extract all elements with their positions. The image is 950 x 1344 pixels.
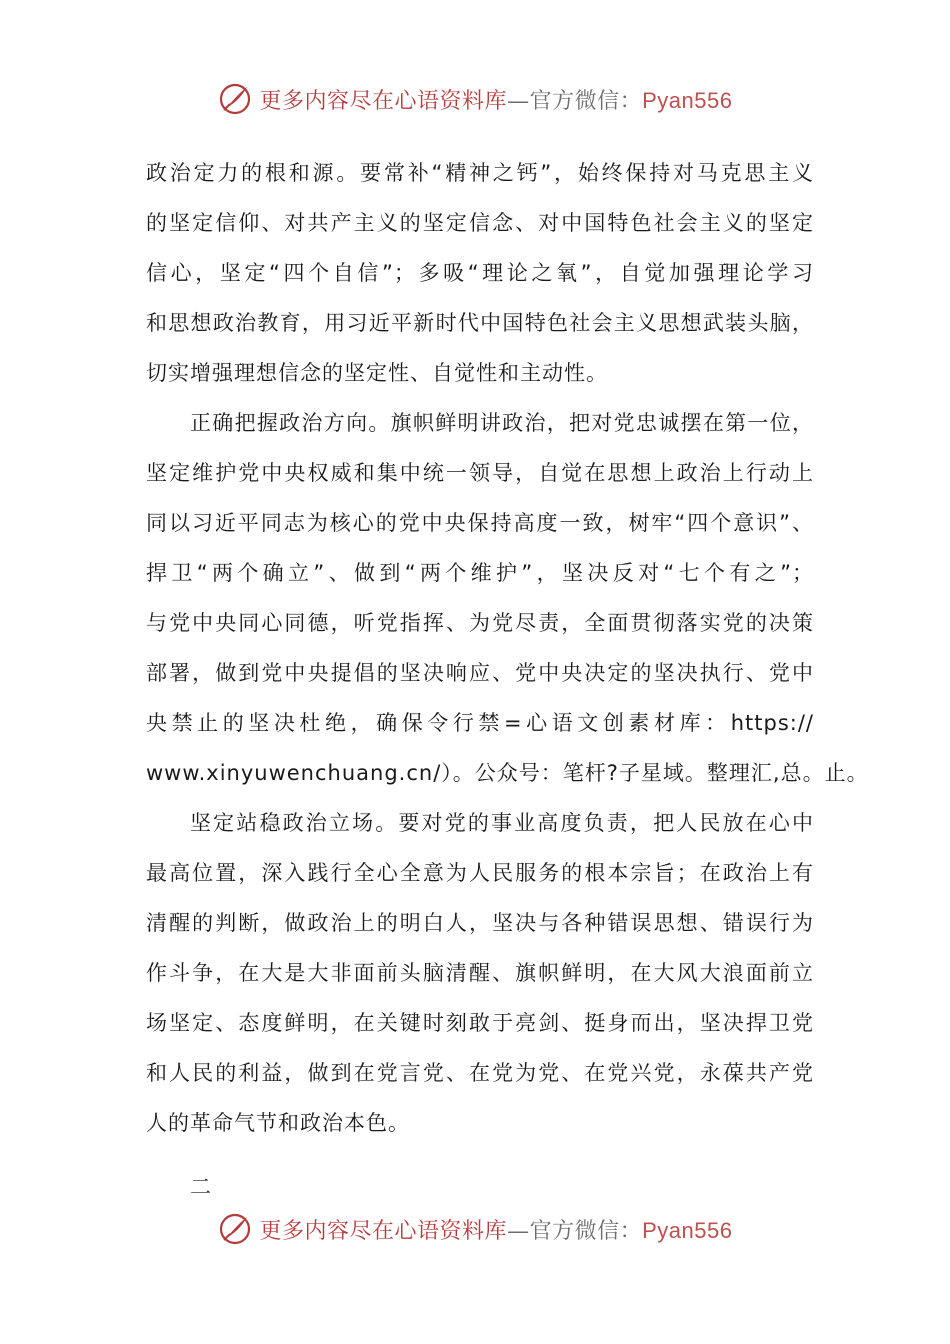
text-line: 正确把握政治方向。旗帜鲜明讲政治，把对党忠诚摆在第一位，	[190, 411, 814, 435]
text-line: 政治定力的根和源。要常补“精神之钙”，始终保持对马克思主义	[146, 161, 814, 185]
text-line: 人的革命气节和政治本色。	[146, 1111, 410, 1135]
document-body	[146, 148, 869, 1212]
paragraph-1	[146, 148, 814, 398]
footer-watermark	[0, 1212, 950, 1246]
header-watermark	[0, 82, 950, 116]
text-line: 同以习近平同志为核心的党中央保持高度一致，树牢“四个意识”、	[146, 511, 814, 535]
text-line: 最高位置，深入践行全心全意为人民服务的根本宗旨；在政治上有	[146, 861, 814, 885]
text-line: 和思想政治教育，用习近平新时代中国特色社会主义思想武装头脑，	[146, 311, 814, 335]
watermark-text: 更多内容尽在心语资料库—官方微信：Pyan556	[259, 1217, 733, 1244]
text-line: 切实增强理想信念的坚定性、自觉性和主动性。	[146, 361, 608, 385]
text-line: www.xinyuwenchuang.cn/）。公众号：笔杆?子星域。整理汇,总。止。	[146, 761, 869, 785]
text-line: 坚定维护党中央权威和集中统一领导，自觉在思想上政治上行动上	[146, 461, 814, 485]
feather-quill-logo-icon	[218, 82, 252, 116]
text-line: 场坚定、态度鲜明，在关键时刻敢于亮剑、挺身而出，坚决捍卫党	[146, 1011, 814, 1035]
text-line: 央禁止的坚决杜绝，确保令行禁=心语文创素材库：https://	[146, 711, 814, 735]
paragraph-3	[146, 798, 814, 1148]
feather-quill-logo-icon	[218, 1212, 252, 1246]
text-line: 与党中央同心同德，听党指挥、为党尽责，全面贯彻落实党的决策	[146, 611, 814, 635]
text-line: 部署，做到党中央提倡的坚决响应、党中央决定的坚决执行、党中	[146, 661, 814, 685]
watermark-text: 更多内容尽在心语资料库—官方微信：Pyan556	[259, 87, 733, 114]
section-number: 二	[190, 1175, 212, 1199]
text-line: 捍卫“两个确立”、做到“两个维护”，坚决反对“七个有之”；	[146, 561, 814, 585]
paragraph-2	[146, 398, 869, 798]
text-line: 和人民的利益，做到在党言党、在党为党、在党兴党，永葆共产党	[146, 1061, 814, 1085]
text-line: 信心，坚定“四个自信”；多吸“理论之氧”，自觉加强理论学习	[146, 261, 814, 285]
text-line: 坚定站稳政治立场。要对党的事业高度负责，把人民放在心中	[190, 811, 814, 835]
text-line: 的坚定信仰、对共产主义的坚定信念、对中国特色社会主义的坚定	[146, 211, 814, 235]
text-line: 清醒的判断，做政治上的明白人，坚决与各种错误思想、错误行为	[146, 911, 814, 935]
text-line: 作斗争，在大是大非面前头脑清醒、旗帜鲜明，在大风大浪面前立	[146, 961, 814, 985]
